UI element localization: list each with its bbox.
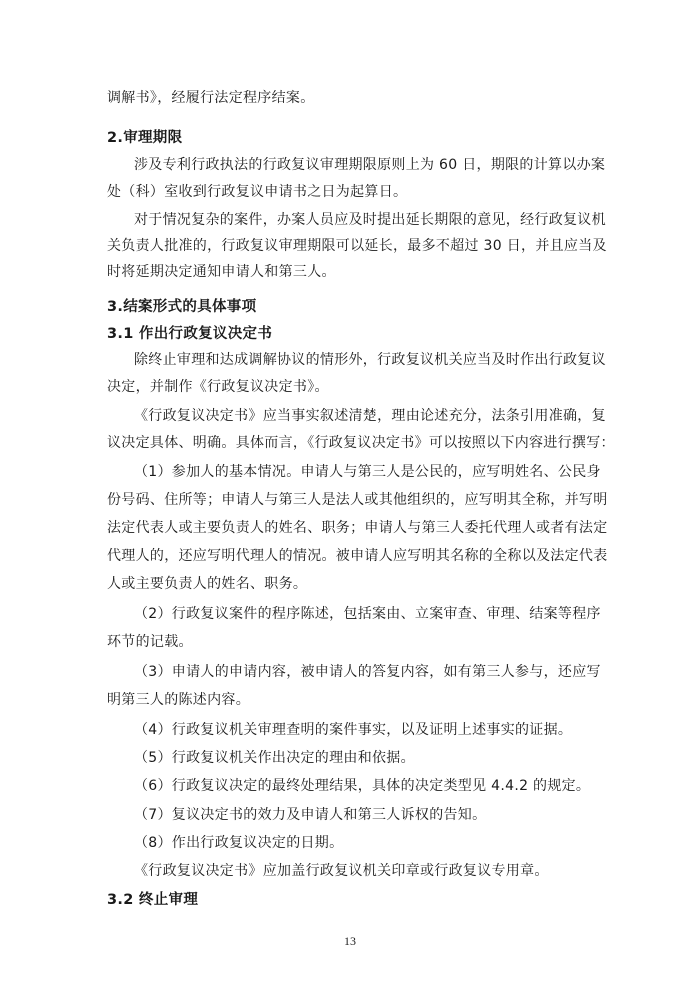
paragraph-line: 对于情况复杂的案件，办案人员应及时提出延长期限的意见，经行政复议机 — [134, 212, 606, 228]
paragraph-line: （5）行政复议机关作出决定的理由和依据。 — [134, 750, 415, 766]
page-number: 13 — [344, 934, 356, 948]
paragraph-line: 时将延期决定通知申请人和第三人。 — [107, 264, 336, 280]
paragraph-line: 决定，并制作《行政复议决定书》。 — [107, 379, 329, 395]
paragraph-line: （1）参加人的基本情况。申请人与第三人是公民的，应写明姓名、公民身 — [134, 464, 601, 480]
section-heading: 2.审理期限 — [107, 130, 183, 146]
section-heading: 3.结案形式的具体事项 — [107, 299, 257, 315]
paragraph-line: 《行政复议决定书》应加盖行政复议机关印章或行政复议专用章。 — [134, 863, 549, 879]
paragraph-line: 法定代表人或主要负责人的姓名、职务；申请人与第三人委托代理人或者有法定 — [107, 520, 608, 536]
paragraph-line: 关负责人批准的，行政复议审理期限可以延长，最多不超过 30 日，并且应当及 — [107, 238, 607, 254]
paragraph-line: 涉及专利行政执法的行政复议审理期限原则上为 60 日，期限的计算以办案 — [134, 157, 606, 173]
paragraph-line: 议决定具体、明确。具体而言，《行政复议决定书》可以按照以下内容进行撰写： — [107, 435, 615, 451]
paragraph-line: 人或主要负责人的姓名、职务。 — [107, 576, 308, 592]
paragraph-line: （3）申请人的申请内容，被申请人的答复内容，如有第三人参与，还应写 — [134, 664, 601, 680]
paragraph-line: 环节的记载。 — [107, 634, 193, 650]
paragraph-line: （6）行政复议决定的最终处理结果，具体的决定类型见 4.4.2 的规定。 — [134, 778, 591, 794]
paragraph-line: （4）行政复议机关审理查明的案件事实，以及证明上述事实的证据。 — [134, 722, 573, 738]
paragraph-line: 明第三人的陈述内容。 — [107, 692, 250, 708]
paragraph-line: 调解书》，经履行法定程序结案。 — [107, 90, 315, 106]
paragraph-line: （7）复议决定书的效力及申请人和第三人诉权的告知。 — [134, 807, 487, 823]
subsection-heading: 3.2 终止审理 — [107, 892, 199, 908]
paragraph-line: 处（科）室收到行政复议申请书之日为起算日。 — [107, 184, 408, 200]
paragraph-line: 代理人的，还应写明代理人的情况。被申请人应写明其名称的全称以及法定代表 — [107, 548, 608, 564]
paragraph-line: （2）行政复议案件的程序陈述，包括案由、立案审查、审理、结案等程序 — [134, 606, 601, 622]
paragraph-line: 《行政复议决定书》应当事实叙述清楚，理由论述充分，法条引用准确，复 — [134, 408, 606, 424]
subsection-heading: 3.1 作出行政复议决定书 — [107, 326, 273, 342]
paragraph-line: 除终止审理和达成调解协议的情形外，行政复议机关应当及时作出行政复议 — [134, 352, 606, 368]
paragraph-line: 份号码、住所等；申请人与第三人是法人或其他组织的，应写明其全称，并写明 — [107, 492, 608, 508]
paragraph-line: （8）作出行政复议决定的日期。 — [134, 835, 344, 851]
